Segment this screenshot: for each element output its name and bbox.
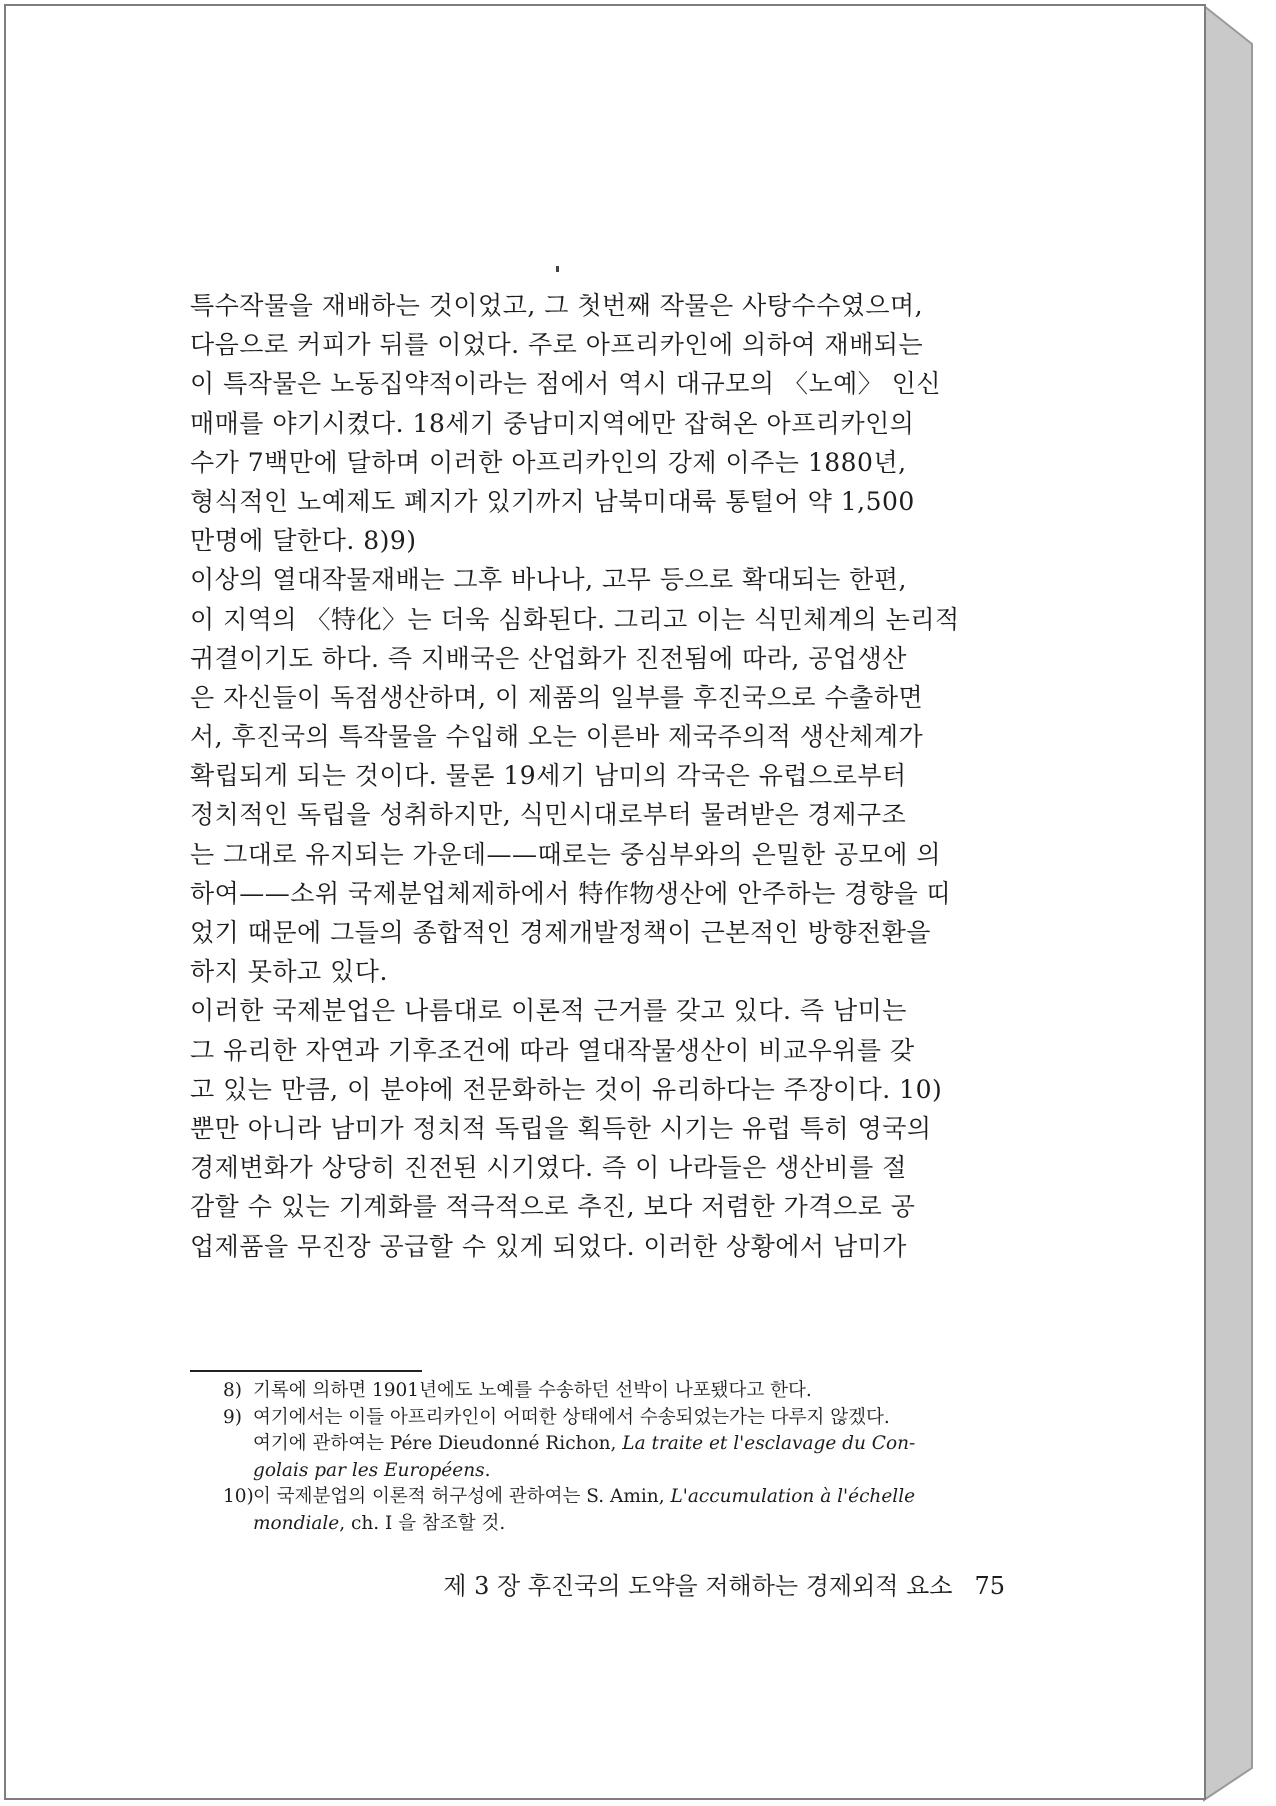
body-line: 형식적인 노예제도 폐지가 있기까지 남북미대륙 통털어 약 1,500 [190, 486, 915, 516]
footnote-10 [223, 1484, 1023, 1511]
footnote-9-continued [223, 1458, 1023, 1485]
body-line: 이 특작물은 노동집약적이라는 점에서 역시 대규모의 〈노예〉 인신 [190, 369, 942, 399]
footnote-text: , ch. I 을 참조할 것. [339, 1512, 506, 1534]
body-line: 었기 때문에 그들의 종합적인 경제개발정책이 근본적인 방향전환을 [190, 918, 931, 947]
body-line: 이러한 국제분업은 나름대로 이론적 근거를 갖고 있다. 즉 남미는 [190, 996, 907, 1026]
footnote-8 [223, 1378, 1023, 1405]
body-line: 경제변화가 상당히 진전된 시기였다. 즉 이 나라들은 생산비를 절 [190, 1153, 907, 1183]
running-footer [385, 1566, 1005, 1601]
body-line: 뿐만 아니라 남미가 정치적 독립을 획득한 시기는 유럽 특히 영국의 [190, 1113, 932, 1143]
ink-speck [556, 266, 559, 272]
book-edge-shadow [1204, 6, 1252, 1800]
body-line: 이상의 열대작물재배는 그후 바나나, 고무 등으로 확대되는 한편, [190, 565, 907, 595]
body-line: 서, 후진국의 특작물을 수입해 오는 이른바 제국주의적 생산체계가 [190, 722, 924, 752]
body-line: 이 지역의 〈特化〉는 더욱 심화된다. 그리고 이는 식민체계의 논리적 [190, 604, 960, 634]
body-line: 만명에 달한다. 8)9) [190, 526, 417, 556]
body-line: 귀결이기도 하다. 즉 지배국은 산업화가 진전됨에 따라, 공업생산 [190, 643, 907, 673]
body-line: 하지 못하고 있다. [190, 957, 388, 987]
footnote-text: 여기에 관하여는 Pére Dieudonné Richon, [253, 1433, 623, 1454]
footnote-text: 이 국제분업의 이론적 허구성에 관하여는 S. Amin, [253, 1486, 671, 1507]
footnote-9-continued [223, 1431, 1023, 1458]
footnote-citation-title: L'accumulation à l'échelle [670, 1486, 916, 1507]
body-line: 감할 수 있는 기계화를 적극적으로 추진, 보다 저렴한 가격으로 공 [190, 1192, 916, 1222]
body-line: 는 그대로 유지되는 가운데——때로는 중심부와의 은밀한 공모에 의 [190, 839, 942, 869]
footnote-text: . [484, 1459, 491, 1481]
footnote-number: 8) [223, 1380, 242, 1401]
footnotes [223, 1378, 1023, 1537]
body-line: 하여——소위 국제분업체제하에서 特作物생산에 안주하는 경향을 띠 [190, 878, 952, 908]
footnote-text: 여기에서는 이들 아프리카인이 어떠한 상태에서 수송되었는가는 다루지 않겠다. [253, 1406, 890, 1428]
body-line: 특수작물을 재배하는 것이었고, 그 첫번째 작물은 사탕수수였으며, [190, 291, 924, 320]
body-line: 수가 7백만에 달하며 이러한 아프리카인의 강제 이주는 1880년, [190, 447, 907, 477]
footnote-number: 9) [223, 1406, 242, 1428]
footnote-number: 10) [223, 1486, 254, 1507]
page-number: 75 [974, 1572, 1005, 1600]
body-line: 매매를 야기시켰다. 18세기 중남미지역에만 잡혀온 아프리카인의 [190, 408, 915, 438]
footnote-citation-title: mondiale [253, 1512, 340, 1534]
body-text [190, 286, 1013, 1266]
body-line: 다음으로 커피가 뒤를 이었다. 주로 아프리카인에 의하여 재배되는 [190, 330, 924, 360]
footnote-text: 기록에 의하면 1901년에도 노예를 수송하던 선박이 나포됐다고 한다. [253, 1380, 812, 1401]
chapter-title: 제 3 장 후진국의 도약을 저해하는 경제외적 요소 [443, 1572, 953, 1600]
body-line: 확립되게 되는 것이다. 물론 19세기 남미의 각국은 유럽으로부터 [190, 761, 907, 791]
footnote-divider [190, 1370, 422, 1372]
body-line: 정치적인 독립을 성취하지만, 식민시대로부터 물려받은 경제구조 [190, 800, 907, 830]
footnote-10-continued [223, 1511, 1023, 1538]
body-line: 고 있는 만큼, 이 분야에 전문화하는 것이 유리하다는 주장이다. 10) [190, 1074, 943, 1104]
footnote-9 [223, 1405, 1023, 1432]
body-line: 그 유리한 자연과 기후조건에 따라 열대작물생산이 비교우위를 갖 [190, 1035, 915, 1065]
body-line: 업제품을 무진장 공급할 수 있게 되었다. 이러한 상황에서 남미가 [190, 1231, 907, 1261]
footnote-citation-title: golais par les Européens [253, 1459, 485, 1481]
body-line: 은 자신들이 독점생산하며, 이 제품의 일부를 후진국으로 수출하면 [190, 682, 924, 712]
footnote-citation-title: La traite et l'esclavage du Con- [622, 1433, 916, 1454]
